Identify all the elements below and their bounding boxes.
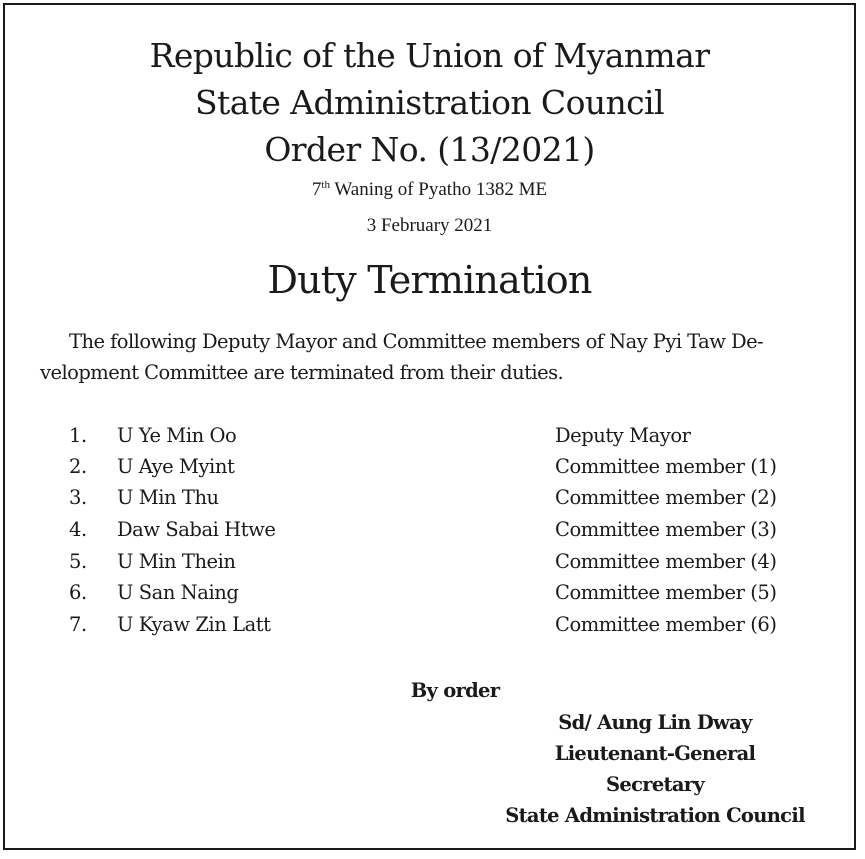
item-number: 3. <box>69 486 87 509</box>
member-name: U San Naing <box>117 581 239 604</box>
list-item <box>5 581 854 605</box>
document-title: Duty Termination <box>267 258 592 302</box>
myanmar-date-suffix: th <box>321 179 330 191</box>
list-item <box>5 518 854 542</box>
header-council: State Administration Council <box>195 83 664 122</box>
document-frame <box>3 3 856 850</box>
by-order-label: By order <box>410 679 500 702</box>
item-number: 5. <box>69 550 87 573</box>
member-name: U Min Thu <box>117 486 219 509</box>
signatory-organization: State Administration Council <box>505 804 805 827</box>
member-role: Committee member (4) <box>555 550 777 573</box>
signatory-rank: Lieutenant-General <box>554 742 756 765</box>
member-role: Deputy Mayor <box>555 424 691 447</box>
member-role: Committee member (3) <box>555 518 777 541</box>
member-role: Committee member (2) <box>555 486 777 509</box>
member-name: U Ye Min Oo <box>117 424 237 447</box>
member-name: U Aye Myint <box>117 455 235 478</box>
myanmar-date-rest: Waning of Pyatho 1382 ME <box>329 179 548 200</box>
intro-line-2: velopment Committee are terminated from their duties. <box>40 361 564 384</box>
signatory-name: Sd/ Aung Lin Dway <box>558 711 752 734</box>
myanmar-date-day: 7 <box>311 179 322 200</box>
intro-line-1: The following Deputy Mayor and Committee members of Nay Pyi Taw De- <box>69 330 764 353</box>
list-item <box>5 613 854 637</box>
member-role: Committee member (1) <box>555 455 777 478</box>
list-item <box>5 424 854 448</box>
list-item <box>5 455 854 479</box>
list-item <box>5 550 854 574</box>
member-name: U Kyaw Zin Latt <box>117 613 271 636</box>
myanmar-date <box>5 180 854 199</box>
item-number: 4. <box>69 518 87 541</box>
item-number: 7. <box>69 613 87 636</box>
header-country: Republic of the Union of Myanmar <box>149 36 710 75</box>
member-role: Committee member (5) <box>555 581 777 604</box>
header-order-number: Order No. (13/2021) <box>264 130 595 169</box>
member-role: Committee member (6) <box>555 613 777 636</box>
member-name: U Min Thein <box>117 550 236 573</box>
gregorian-date: 3 February 2021 <box>366 215 493 236</box>
member-name: Daw Sabai Htwe <box>117 518 276 541</box>
item-number: 6. <box>69 581 87 604</box>
item-number: 1. <box>69 424 87 447</box>
list-item <box>5 486 854 510</box>
signatory-position: Secretary <box>606 773 704 796</box>
item-number: 2. <box>69 455 87 478</box>
